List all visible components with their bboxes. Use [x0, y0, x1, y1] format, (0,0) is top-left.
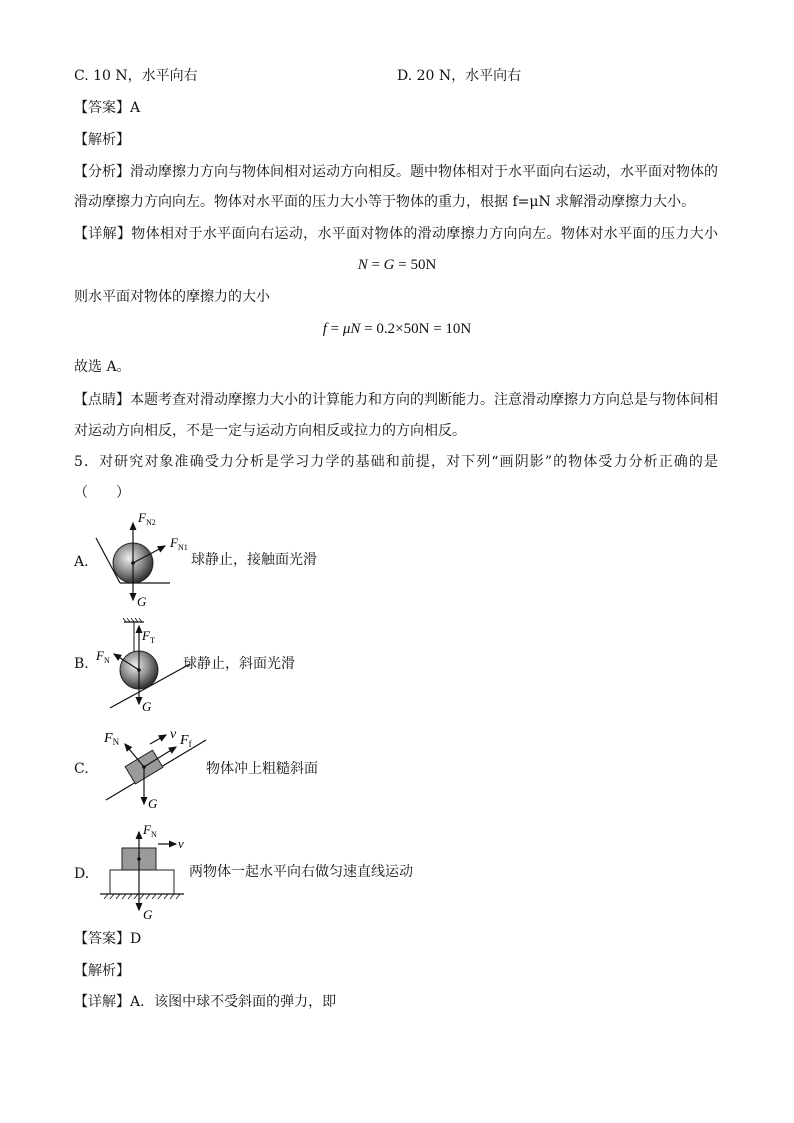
equation-normal-force: N = G = 50N	[357, 257, 437, 273]
force-label-fn: $F_N$	[96, 648, 110, 665]
force-label-fn: $F_N$	[143, 822, 157, 839]
option-a-note: 球静止，接触面光滑	[191, 552, 317, 568]
force-label-g: G	[137, 594, 147, 609]
analysis-line-2: 滑动摩擦力方向向左。物体对水平面的压力大小等于物体的重力，根据 f=μN 求解滑动摩擦力大小。	[74, 194, 696, 210]
choose-answer: 故选 A。	[74, 359, 131, 375]
detail-q5-line-1: 【详解】A．该图中球不受斜面的弹力，即	[74, 994, 337, 1010]
option-b-note: 球静止，斜面光滑	[183, 656, 295, 672]
comment-line-2: 对运动方向相反，不是一定与运动方向相反或拉力的方向相反。	[74, 423, 466, 439]
option-d-label: D.	[74, 866, 90, 882]
analysis-heading-q5: 【解析】	[74, 963, 130, 979]
option-c-label: C.	[74, 761, 89, 777]
answer-q4: 【答案】A	[74, 100, 141, 116]
option-d-prev: D. 20 N，水平向右	[397, 68, 522, 84]
comment-line-1: 【点睛】本题考查对滑动摩擦力大小的计算能力和方向的判断能力。注意滑动摩擦力方向总是与物体间相	[74, 392, 718, 408]
question-5-stem: 5．对研究对象准确受力分析是学习力学的基础和前提，对下列“画阴影”的物体受力分析正确的是	[74, 454, 718, 470]
diagram-c	[100, 722, 212, 814]
option-d-note: 两物体一起水平向右做匀速直线运动	[189, 864, 413, 880]
force-label-g: G	[143, 907, 153, 922]
detail-line-1: 【详解】物体相对于水平面向右运动，水平面对物体的滑动摩擦力方向向左。物体对水平面的压力大小	[74, 226, 718, 242]
question-5-bracket: （ ）	[74, 485, 130, 501]
answer-q5: 【答案】D	[74, 931, 142, 947]
velocity-label: v	[170, 727, 177, 742]
analysis-heading-q4: 【解析】	[74, 132, 130, 148]
friction-intro: 则水平面对物体的摩擦力的大小	[74, 289, 270, 305]
force-label-fn2: $F_{N2}$	[138, 510, 156, 527]
equation-friction: f = μN = 0.2×50N = 10N	[322, 321, 472, 337]
diagram-d	[96, 822, 196, 922]
option-a-label: A.	[74, 554, 89, 570]
force-label-g: G	[142, 699, 152, 714]
force-label-ff: $F_f$	[180, 733, 192, 749]
option-c-prev: C. 10 N，水平向右	[74, 68, 198, 84]
force-label-g: G	[148, 796, 158, 811]
diagram-a	[90, 508, 190, 612]
force-label-fn: $F_N$	[104, 731, 120, 747]
velocity-label: v	[178, 836, 184, 851]
option-c-note: 物体冲上粗糙斜面	[206, 761, 318, 777]
force-label-fn1: $F_{N1}$	[170, 535, 188, 552]
option-b-label: B.	[74, 656, 89, 672]
analysis-line-1: 【分析】滑动摩擦力方向与物体间相对运动方向相反。题中物体相对于水平面向右运动，水平面对物体的	[74, 164, 718, 180]
force-label-ft: $F_T$	[142, 628, 155, 645]
